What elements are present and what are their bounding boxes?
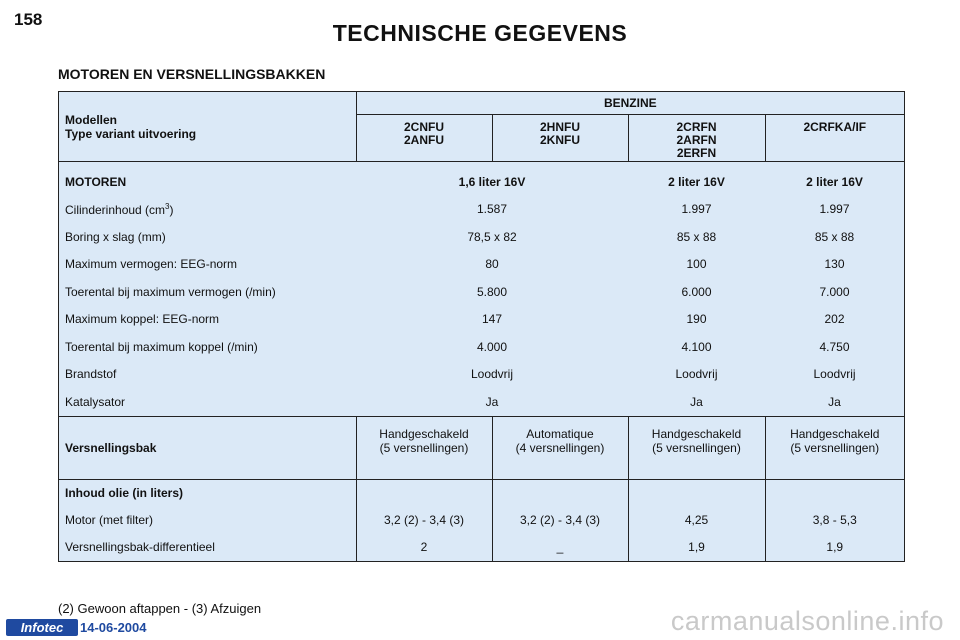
cell-value: 4.000 xyxy=(476,339,508,354)
cell-value: 7.000 xyxy=(819,284,850,299)
row-label: Toerental bij maximum koppel (/min) xyxy=(65,339,258,354)
section-title: MOTOREN EN VERSNELLINGSBAKKEN xyxy=(58,66,326,82)
cell-value: Ja xyxy=(485,394,499,409)
variant-code: 2ERFN xyxy=(676,146,717,160)
gearbox-row xyxy=(59,416,904,479)
watermark: carmanualsonline.info xyxy=(670,606,944,636)
variant-code: 2ARFN xyxy=(676,133,717,147)
cell-value: Loodvrij xyxy=(470,367,514,382)
cell-value: _ xyxy=(492,534,628,561)
table-row xyxy=(59,278,904,306)
variant-label: Type variant uitvoering xyxy=(65,126,197,141)
table-row xyxy=(59,388,904,416)
variant-code: 2CRFKA/IF xyxy=(803,120,867,134)
cell-value: Ja xyxy=(690,394,703,409)
cell-value: 147 xyxy=(481,312,503,327)
gearbox-gears: (5 versnellingen) xyxy=(790,440,880,455)
brand-logo: Infotec xyxy=(6,619,78,636)
oil-header-row xyxy=(59,479,904,507)
row-label: Maximum koppel: EEG-norm xyxy=(65,312,220,327)
page-number: 158 xyxy=(14,10,43,29)
engine-group: 1,6 liter 16V xyxy=(458,174,526,189)
gearbox-type: Handgeschakeld xyxy=(379,426,469,441)
variant-code: 2ANFU xyxy=(403,133,444,147)
cell-value: 1.997 xyxy=(819,202,850,217)
engine-group: 2 liter 16V xyxy=(806,174,863,189)
gearbox-type: Automatique xyxy=(526,426,594,441)
table-row xyxy=(59,507,904,534)
cell-value: 1,9 xyxy=(765,534,904,561)
row-label-suffix: ) xyxy=(169,202,174,217)
table-row xyxy=(59,223,904,251)
engines-header-row xyxy=(59,162,904,196)
cell-value: Loodvrij xyxy=(675,367,718,382)
gearbox-cell xyxy=(765,416,904,479)
cell-value: 100 xyxy=(686,257,707,272)
oil-label: Inhoud olie (in liters) xyxy=(65,486,183,500)
variant-code: 2HNFU xyxy=(539,120,580,134)
table-row xyxy=(59,251,904,279)
cell-value: 4.100 xyxy=(681,339,712,354)
superscript: 3 xyxy=(165,201,170,211)
cell-value: 1.997 xyxy=(681,202,712,217)
row-label: Brandstof xyxy=(65,367,117,382)
gearbox-gears: (5 versnellingen) xyxy=(652,440,741,455)
gearbox-gears: (4 versnellingen) xyxy=(515,440,605,455)
engines-label: MOTOREN xyxy=(65,174,127,189)
gearbox-gears: (5 versnellingen) xyxy=(379,440,469,455)
specs-table xyxy=(58,91,905,562)
cell-value: 3,8 - 5,3 xyxy=(765,507,904,534)
table-row xyxy=(59,534,904,561)
row-label-text: Cilinderinhoud (cm xyxy=(65,202,166,217)
variant-code: 2KNFU xyxy=(539,133,580,147)
cell-value: 3,2 (2) - 3,4 (3) xyxy=(492,507,628,534)
models-label: Modellen xyxy=(65,112,118,127)
table-row xyxy=(59,306,904,334)
gearbox-type: Handgeschakeld xyxy=(651,426,742,441)
footnote: (2) Gewoon aftappen - (3) Afzuigen xyxy=(58,601,262,616)
row-label: Boring x slag (mm) xyxy=(65,229,166,244)
cell-value: 1,9 xyxy=(628,534,765,561)
cell-value: 1.587 xyxy=(476,202,508,217)
page-title: TECHNISCHE GEGEVENS xyxy=(332,20,628,46)
cell-value: 190 xyxy=(686,312,707,327)
fuel-group-header: BENZINE xyxy=(356,92,904,115)
cell-value: 4,25 xyxy=(628,507,765,534)
gearbox-cell xyxy=(492,416,628,479)
cell-value: Ja xyxy=(828,394,841,409)
variant-header xyxy=(628,115,765,162)
cell-value: 3,2 (2) - 3,4 (3) xyxy=(356,507,492,534)
table-row xyxy=(59,333,904,361)
cell-value: 85 x 88 xyxy=(814,229,855,244)
variant-header xyxy=(765,115,904,162)
row-label: Toerental bij maximum vermogen (/min) xyxy=(65,284,276,299)
cell-value: 130 xyxy=(824,257,845,272)
variant-code: 2CNFU xyxy=(403,120,444,134)
cell-value: 80 xyxy=(485,257,499,272)
cell-value: 202 xyxy=(824,312,845,327)
row-label xyxy=(59,196,356,224)
variant-code: 2CRFN xyxy=(676,120,717,134)
cell-value: Loodvrij xyxy=(813,367,856,382)
engine-group: 2 liter 16V xyxy=(668,174,725,189)
variant-header xyxy=(492,115,628,162)
table-row xyxy=(59,361,904,389)
cell-value: 5.800 xyxy=(476,284,508,299)
print-date: 14-06-2004 xyxy=(80,620,147,635)
cell-value: 6.000 xyxy=(681,284,712,299)
variant-header xyxy=(356,115,492,162)
cell-value: 2 xyxy=(356,534,492,561)
cell-value: 4.750 xyxy=(819,339,850,354)
row-label: Maximum vermogen: EEG-norm xyxy=(65,257,238,272)
gearbox-cell xyxy=(356,416,492,479)
row-label: Katalysator xyxy=(65,394,126,409)
cell-value: 78,5 x 82 xyxy=(467,229,517,244)
row-label: Motor (met filter) xyxy=(65,513,154,527)
models-header-cell xyxy=(59,92,356,162)
cell-value: 85 x 88 xyxy=(676,229,717,244)
gearbox-cell xyxy=(628,416,765,479)
table-row xyxy=(59,196,904,224)
row-label: Versnellingsbak-differentieel xyxy=(65,540,215,554)
gearbox-type: Handgeschakeld xyxy=(790,426,880,441)
gearbox-label: Versnellingsbak xyxy=(59,416,356,479)
